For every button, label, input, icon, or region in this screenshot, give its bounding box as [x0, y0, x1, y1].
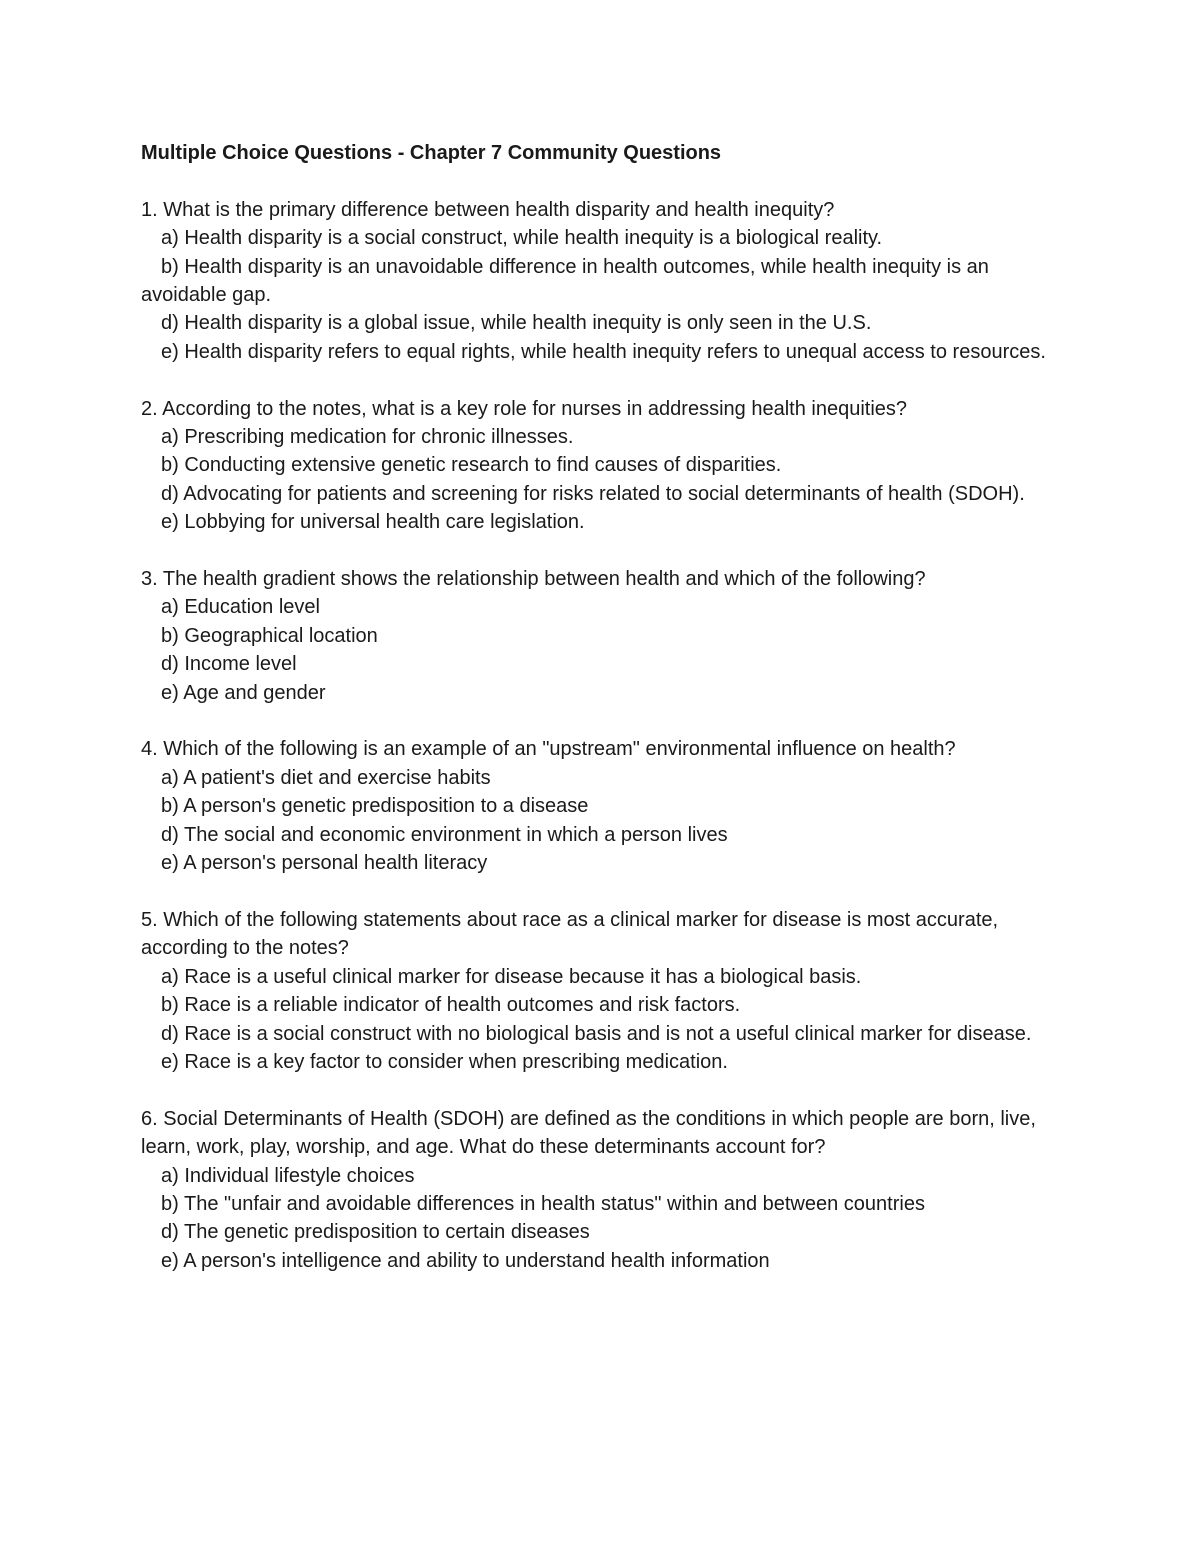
answer-option: e) Age and gender: [161, 681, 326, 704]
question-text: 4. Which of the following is an example of an "upstream" environmental influence on health?: [141, 738, 956, 761]
document-title: Multiple Choice Questions - Chapter 7 Community Questions: [141, 142, 722, 164]
answer-option: b) The "unfair and avoidable differences in health status" within and between countries: [161, 1192, 925, 1215]
question-3: [141, 565, 1071, 707]
question-5: [141, 906, 1071, 1076]
answer-option: b) Geographical location: [161, 624, 378, 647]
answer-option: e) Lobbying for universal health care legislation.: [161, 511, 585, 534]
question-text: 3. The health gradient shows the relationship between health and which of the following?: [141, 568, 926, 591]
answer-option: d) Advocating for patients and screening for risks related to social determinants of health (SDOH).: [161, 482, 1025, 505]
answer-option: a) A patient's diet and exercise habits: [161, 766, 491, 789]
document-page: [141, 139, 1071, 1304]
answer-option: e) A person's intelligence and ability to understand health information: [161, 1249, 770, 1272]
question-text: 1. What is the primary difference between health disparity and health inequity?: [141, 198, 835, 221]
answer-option: a) Education level: [161, 596, 320, 619]
answer-option: a) Individual lifestyle choices: [161, 1164, 415, 1187]
question-text: 6. Social Determinants of Health (SDOH) are defined as the conditions in which people are born, live, learn, work, play, worship, and age. What do these determinants account for?: [141, 1107, 1036, 1159]
question-text: 2. According to the notes, what is a key role for nurses in addressing health inequities?: [141, 397, 908, 420]
answer-option: b) Conducting extensive genetic research to find causes of disparities.: [161, 454, 782, 477]
answer-option: b) Health disparity is an unavoidable difference in health outcomes, while health inequity is an avoidable gap.: [141, 255, 989, 307]
answer-option: d) Income level: [161, 653, 297, 676]
answer-option: e) Health disparity refers to equal rights, while health inequity refers to unequal access to resources.: [161, 340, 1046, 363]
question-4: [141, 735, 1071, 877]
question-6: [141, 1105, 1071, 1275]
answer-option: d) The genetic predisposition to certain diseases: [161, 1221, 590, 1244]
answer-option: d) The social and economic environment in which a person lives: [161, 823, 728, 846]
answer-option: e) A person's personal health literacy: [161, 852, 488, 875]
answer-option: b) Race is a reliable indicator of health outcomes and risk factors.: [161, 994, 741, 1017]
answer-option: b) A person's genetic predisposition to a disease: [161, 795, 589, 818]
question-2: [141, 395, 1071, 537]
question-1: [141, 196, 1071, 366]
answer-option: a) Health disparity is a social construct, while health inequity is a biological reality.: [161, 227, 883, 250]
answer-option: d) Health disparity is a global issue, while health inequity is only seen in the U.S.: [161, 312, 872, 335]
answer-option: a) Prescribing medication for chronic illnesses.: [161, 426, 574, 449]
answer-option: e) Race is a key factor to consider when prescribing medication.: [161, 1050, 728, 1073]
answer-option: d) Race is a social construct with no biological basis and is not a useful clinical marker for disease.: [161, 1022, 1032, 1045]
question-text: 5. Which of the following statements about race as a clinical marker for disease is most accurate, according to the notes?: [141, 908, 999, 960]
answer-option: a) Race is a useful clinical marker for disease because it has a biological basis.: [161, 965, 862, 988]
